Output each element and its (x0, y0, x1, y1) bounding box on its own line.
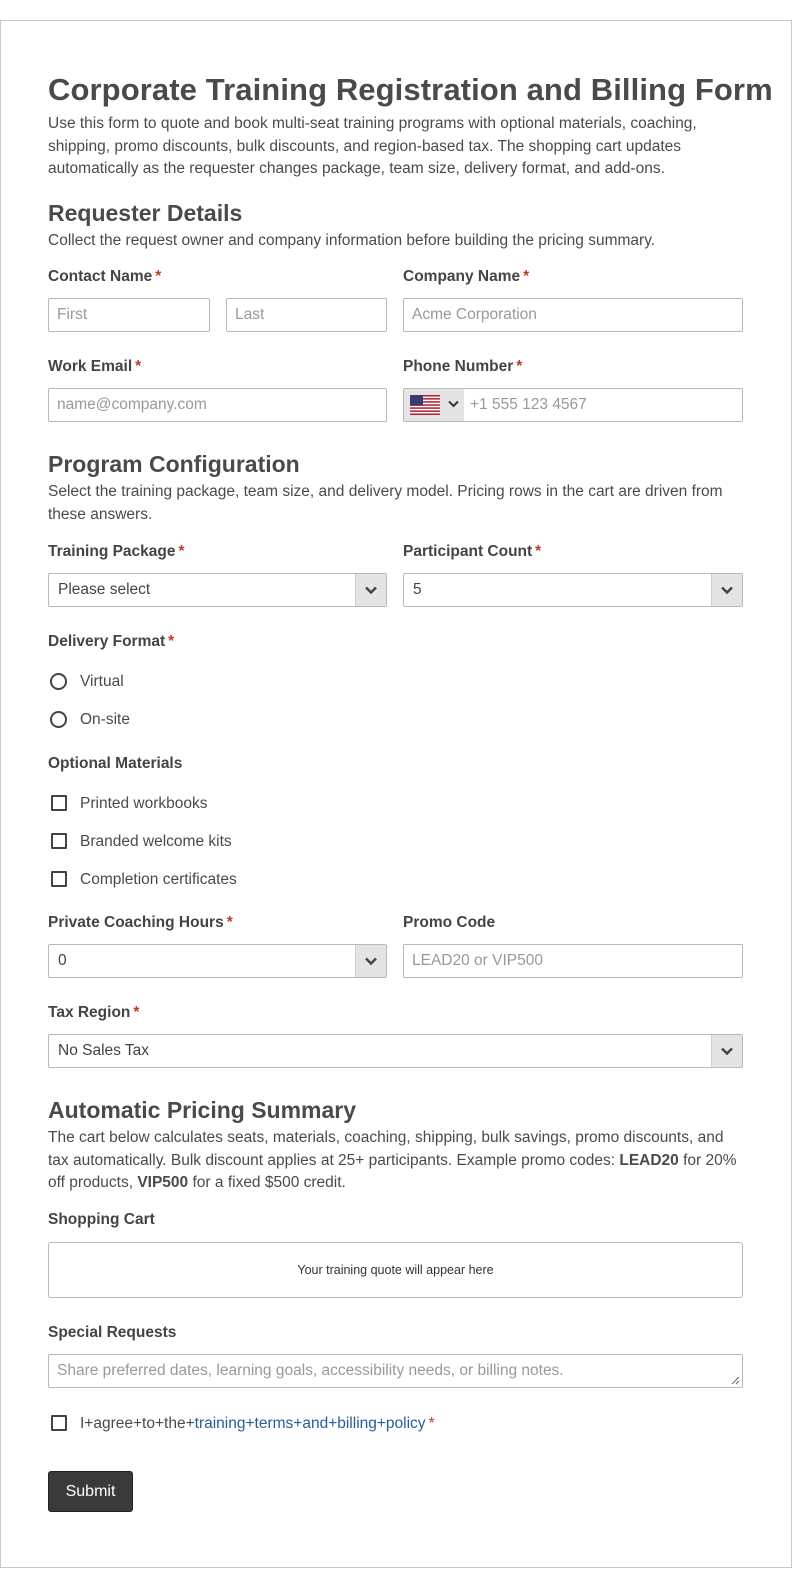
form-intro: Use this form to quote and book multi-seat training programs with optional materials, coaching, shipping, promo discounts, bulk discounts, and region-based tax. The shopping cart updates automatically as the requester changes package, team size, delivery format, and add-ons. (48, 115, 697, 177)
required-mark: * (523, 268, 530, 285)
checkbox[interactable] (51, 833, 67, 849)
first-name-input[interactable]: First (48, 298, 210, 332)
training-package-label: Training Package * (48, 543, 185, 560)
resize-handle-icon[interactable] (731, 1376, 740, 1385)
page-title: Corporate Training Registration and Billing Form (48, 72, 773, 107)
promo-code-example: LEAD20 (619, 1151, 679, 1169)
required-mark: * (168, 633, 175, 650)
section-heading-pricing: Automatic Pricing Summary (48, 1097, 357, 1123)
company-name-label: Company Name * (403, 268, 530, 285)
training-package-select[interactable] (48, 573, 387, 607)
terms-link[interactable]: training+terms+and+billing+policy (194, 1415, 426, 1432)
section-description-program: Select the training package, team size, and delivery model. Pricing rows in the cart are driven from these answers. (48, 483, 723, 523)
required-mark: * (178, 543, 185, 560)
training-package-value: Please select (58, 581, 151, 598)
coaching-hours-value: 0 (58, 952, 67, 969)
required-mark: * (133, 1004, 140, 1021)
phone-number-input[interactable]: +1 555 123 4567 (470, 396, 587, 413)
chevron-down-icon (448, 400, 459, 408)
delivery-format-label: Delivery Format * (48, 633, 175, 650)
us-flag-icon (410, 395, 440, 415)
submit-button[interactable]: Submit (48, 1471, 133, 1512)
optional-materials-label: Optional Materials (48, 755, 183, 772)
section-description-pricing: The cart below calculates seats, materials, coaching, shipping, bulk savings, promo discounts, and tax automatically. Bulk discount applies at 25+ participants. Example promo codes: LEAD20 for 20% off products, VIP500 for a fixed $500 credit. (48, 1129, 737, 1191)
tax-region-value: No Sales Tax (58, 1042, 150, 1059)
shopping-cart (48, 1242, 743, 1298)
special-requests-label: Special Requests (48, 1324, 177, 1341)
special-requests-textarea[interactable]: Share preferred dates, learning goals, accessibility needs, or billing notes. (48, 1354, 743, 1388)
required-mark: * (226, 914, 233, 931)
radio-button[interactable] (50, 673, 67, 690)
chevron-down-icon (364, 954, 378, 968)
participant-count-label: Participant Count * (403, 543, 542, 560)
required-mark: * (135, 358, 142, 375)
phone-number-label: Phone Number * (403, 358, 523, 375)
promo-code-input[interactable]: LEAD20 or VIP500 (403, 944, 743, 978)
work-email-input[interactable]: name@company.com (48, 388, 387, 422)
required-mark: * (535, 543, 542, 560)
chevron-down-icon (720, 583, 734, 597)
required-mark: * (516, 358, 523, 375)
promo-code-label: Promo Code (403, 914, 496, 931)
contact-name-label: Contact Name * (48, 268, 162, 285)
section-heading-requester: Requester Details (48, 200, 243, 226)
tax-region-label: Tax Region * (48, 1004, 140, 1021)
chevron-down-icon (364, 583, 378, 597)
country-selector[interactable] (404, 389, 464, 421)
chevron-down-icon (720, 1044, 734, 1058)
last-name-input[interactable]: Last (226, 298, 387, 332)
checkbox[interactable] (51, 795, 67, 811)
required-mark: * (155, 268, 162, 285)
shopping-cart-label: Shopping Cart (48, 1211, 155, 1228)
checkbox[interactable] (51, 1415, 67, 1431)
phone-number-field (403, 388, 743, 422)
work-email-label: Work Email * (48, 358, 142, 375)
required-mark: * (428, 1415, 435, 1432)
section-heading-program: Program Configuration (48, 451, 300, 477)
cart-empty-message: Your training quote will appear here (297, 1263, 494, 1277)
coaching-hours-label: Private Coaching Hours * (48, 914, 233, 931)
coaching-hours-select[interactable] (48, 944, 387, 978)
participant-count-value: 5 (413, 581, 422, 598)
radio-button[interactable] (50, 711, 67, 728)
section-description-requester: Collect the request owner and company information before building the pricing summary. (48, 232, 656, 249)
tax-region-select[interactable] (48, 1034, 743, 1068)
participant-count-select[interactable] (403, 573, 743, 607)
company-name-input[interactable]: Acme Corporation (403, 298, 743, 332)
promo-code-example: VIP500 (137, 1174, 189, 1191)
checkbox[interactable] (51, 871, 67, 887)
